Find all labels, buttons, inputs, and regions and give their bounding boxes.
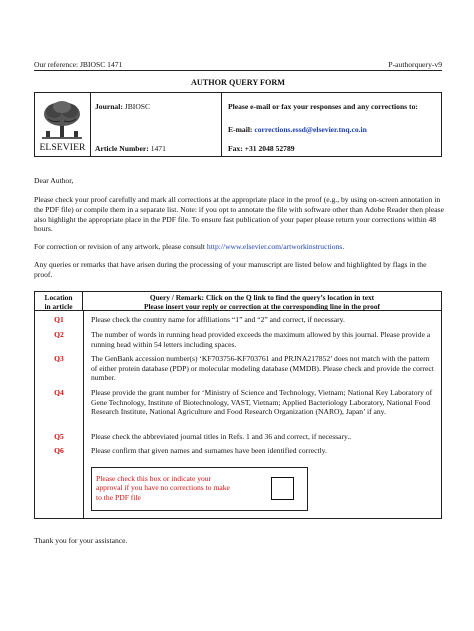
query-text-q1: Please check the country name for affiliations “1” and “2” and correct, if necessary.	[91, 315, 345, 324]
contact-cell	[221, 93, 441, 156]
query-link-q6[interactable]: Q6	[54, 446, 64, 455]
query-link-q1[interactable]: Q1	[54, 315, 64, 324]
query-header-line1: Query / Remark: Click on the Q link to find the query’s location in text	[149, 293, 375, 302]
approval-box	[91, 467, 308, 511]
query-link-q2[interactable]: Q2	[54, 330, 64, 339]
article-number-value: 1471	[150, 144, 166, 153]
artwork-paragraph	[34, 242, 444, 252]
query-text-q6: Please confirm that given names and surnames have been identified correctly.	[91, 446, 327, 455]
email-link[interactable]: corrections.essd@elsevier.tnq.co.in	[254, 125, 367, 134]
query-link-q4[interactable]: Q4	[54, 388, 64, 397]
location-header-line2: in article	[44, 302, 73, 311]
article-number-row	[95, 144, 166, 153]
form-code: P-authorquery-v9	[388, 60, 442, 69]
query-link-q3[interactable]: Q3	[54, 354, 64, 363]
query-link-q5[interactable]: Q5	[54, 432, 64, 441]
artwork-instructions-link[interactable]: http://www.elsevier.com/artworkinstructions	[206, 242, 343, 251]
query-text-q3: The GenBank accession number(s) ‘KF703756-KF703761 and PRJNA217852’ does not match with the pattern of either protein database (PDP) or molecular modeling database (MMDB). Please check and provide the correct number.	[91, 354, 434, 383]
queries-intro-paragraph: Any queries or remarks that have arisen during the processing of your manuscript are listed below and highlighted by flags in the proof.	[34, 260, 427, 279]
column-divider	[83, 311, 84, 518]
location-column-header	[35, 292, 83, 311]
elsevier-tree-logo-icon	[40, 99, 84, 141]
contact-instruction: Please e-mail or fax your responses and any corrections to:	[228, 102, 418, 111]
instructions-paragraph: Please check your proof carefully and mark all corrections at the appropriate place in the proof (e.g., by using on-screen annotation in the PDF file) or compile them in a separate list. Note: if you opt to annotate the file with software other than Adobe Reader then please also highlight the appropriate place in the PDF file. To ensure fast publication of your paper please return your corrections within 48 hours.	[34, 195, 444, 234]
header-box	[34, 92, 442, 157]
elsevier-wordmark: ELSEVIER	[39, 142, 86, 153]
greeting: Dear Author,	[34, 176, 74, 185]
artwork-text: For correction or revision of any artwork, please consult	[34, 242, 207, 251]
artwork-suffix: .	[342, 242, 345, 251]
our-reference: Our reference: JBIOSC 1471	[34, 60, 123, 69]
journal-cell	[90, 93, 222, 156]
fax-number: Fax: +31 2048 52789	[228, 144, 295, 153]
form-title: AUTHOR QUERY FORM	[190, 78, 285, 87]
closing-thanks: Thank you for your assistance.	[34, 536, 128, 545]
query-header-line2: Please insert your reply or correction at the corresponding line in the proof	[143, 302, 381, 311]
query-text-q4: Please provide the grant number for ‘Ministry of Science and Technology, Vietnam; National Key Laboratory of Gene Technology, Institute of Biotechnology, VAST, Vietnam; Applied Bacteriology Laboratory, National Food Research Institute, National Agriculture and Food Research Organization (NARO), Japan’ if any.	[91, 388, 433, 417]
location-header-line1: Location	[44, 293, 73, 302]
journal-row	[95, 102, 150, 111]
approval-text: Please check this box or indicate your approval if you have no corrections to make to the PDF file	[96, 474, 230, 502]
query-text-q2: The number of words in running head provided exceeds the maximum allowed by this journal. Please provide a running head within 54 letters including spaces.	[91, 330, 431, 349]
email-label: E-mail:	[228, 125, 253, 134]
approval-checkbox[interactable]	[271, 477, 294, 500]
journal-label: Journal:	[95, 102, 123, 111]
query-table	[34, 291, 442, 519]
reference-line	[34, 60, 442, 69]
query-column-header	[83, 292, 441, 311]
header-rule	[34, 70, 442, 71]
query-text-q5: Please check the abbreviated journal titles in Refs. 1 and 36 and correct, if necessary..	[91, 432, 352, 441]
journal-value: JBIOSC	[124, 102, 151, 111]
logo-cell	[35, 93, 91, 156]
article-number-label: Article Number:	[95, 144, 149, 153]
email-row	[228, 125, 367, 134]
